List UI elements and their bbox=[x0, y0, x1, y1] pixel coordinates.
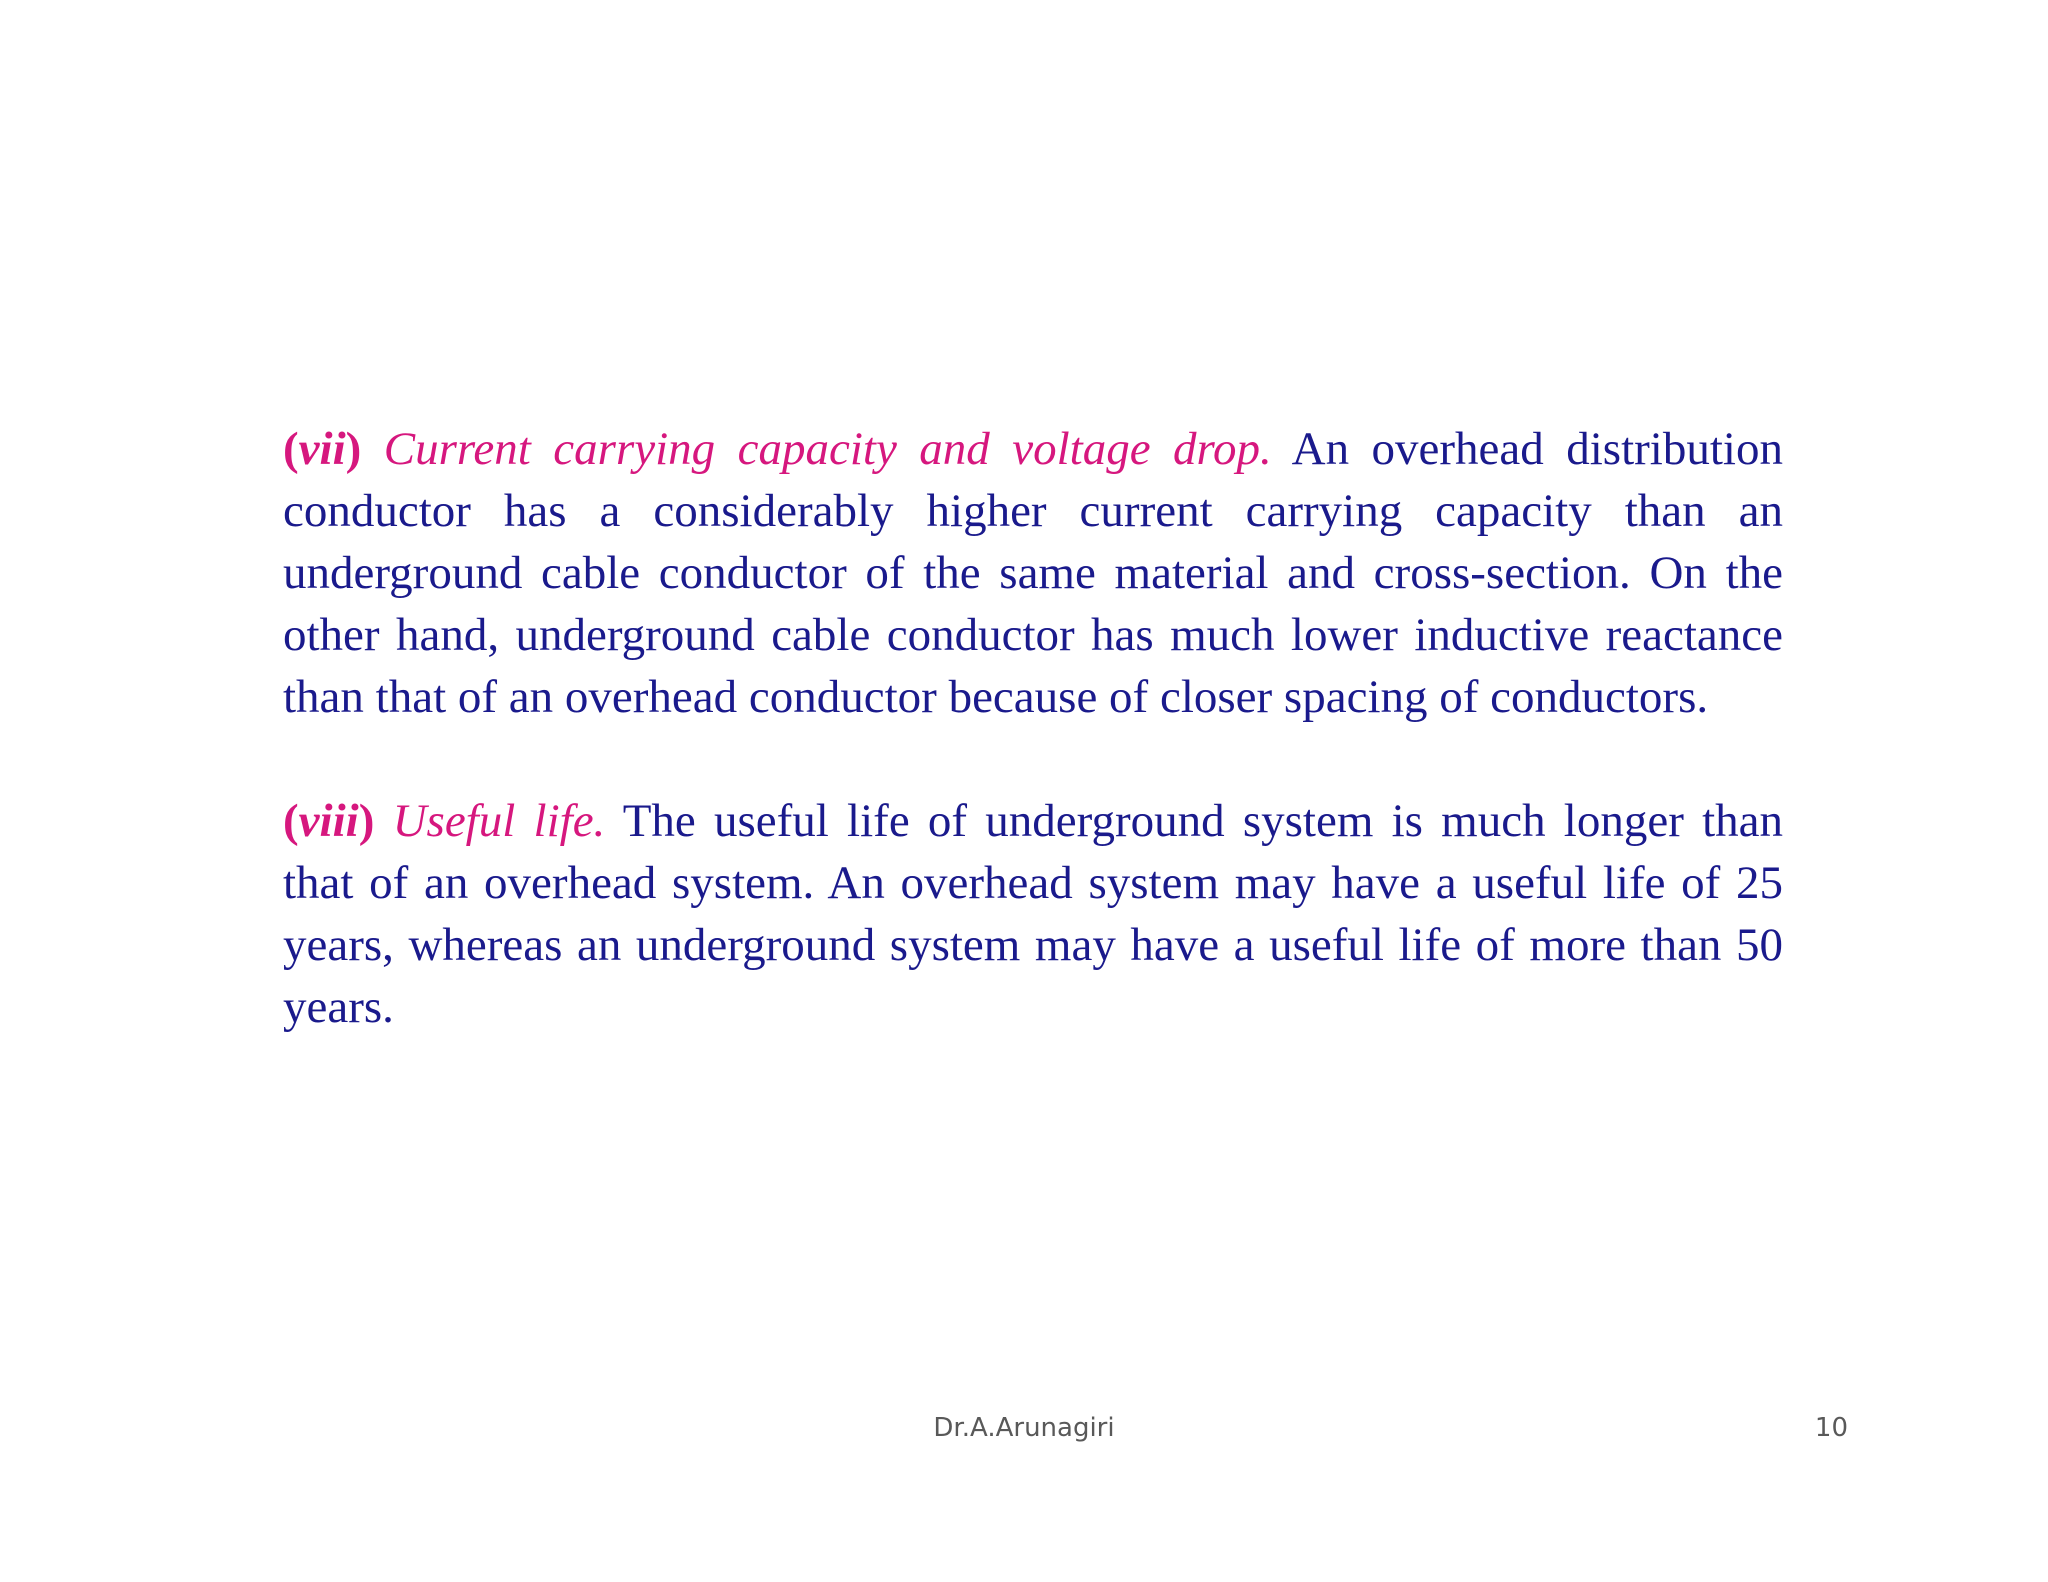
paragraph-vii bbox=[283, 418, 1783, 728]
page-number: 10 bbox=[1814, 1413, 1848, 1443]
paragraph-spacer bbox=[283, 728, 1783, 790]
item-heading-vii: Current carrying capacity and voltage drop. bbox=[383, 423, 1272, 475]
item-heading-viii: Useful life. bbox=[392, 795, 606, 847]
item-number-vii: (vii) bbox=[283, 423, 362, 475]
item-body-viii: The useful life of underground system is much longer than that of an overhead system. An overhead system may have a useful life of 25 years, whereas an underground system may have a useful life of more than 50 years. bbox=[283, 795, 1784, 1033]
item-body-vii: An overhead distribution conductor has a considerably higher current carrying capacity than an underground cable conductor of the same material and cross-section. On the other hand, underground cable conductor has much lower inductive reactance than that of an overhead conductor because of closer spacing of conductors. bbox=[283, 423, 1783, 723]
item-number-viii: (viii) bbox=[283, 795, 375, 847]
slide-content bbox=[283, 418, 1783, 1038]
paragraph-viii bbox=[283, 790, 1783, 1038]
footer-author: Dr.A.Arunagiri bbox=[933, 1413, 1115, 1443]
